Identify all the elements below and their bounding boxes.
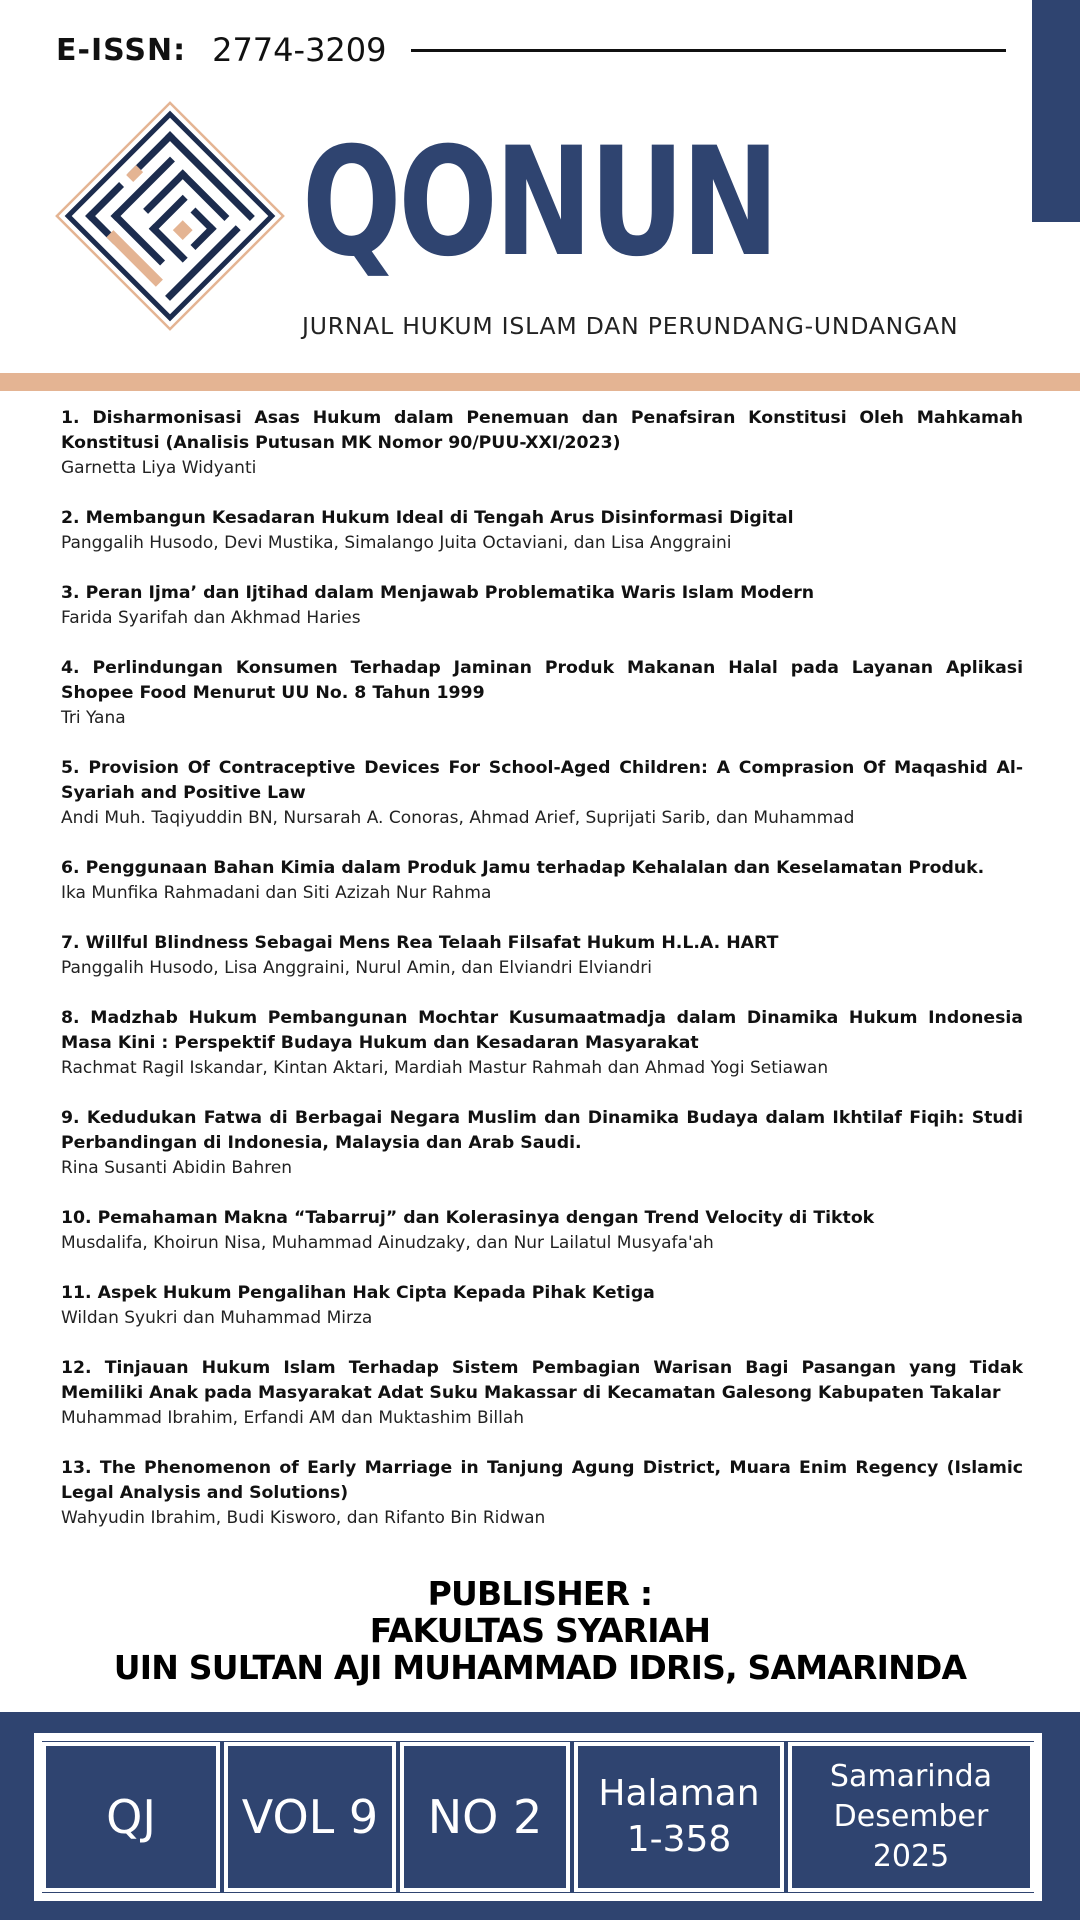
article-title: 7. Willful Blindness Sebagai Mens Rea Telaah Filsafat Hukum H.L.A. HART: [61, 933, 779, 953]
toc-item: [61, 931, 1023, 981]
issn-divider: [411, 49, 1007, 52]
journal-code-cell: [42, 1742, 220, 1892]
article-title: 2. Membangun Kesadaran Hukum Ideal di Tengah Arus Disinformasi Digital: [61, 508, 794, 528]
article-title: 13. The Phenomenon of Early Marriage in Tanjung Agung District, Muara Enim Regency (Islamic Legal Analysis and Solutions): [61, 1458, 1023, 1503]
publisher-faculty: FAKULTAS SYARIAH: [369, 1611, 711, 1650]
toc-item: [61, 1206, 1023, 1256]
city-label: Samarinda: [829, 1759, 993, 1794]
table-of-contents: [61, 406, 1023, 1556]
article-title: 4. Perlindungan Konsumen Terhadap Jaminan Produk Makanan Halal pada Layanan Aplikasi Shopee Food Menurut UU No. 8 Tahun 1999: [61, 658, 1023, 703]
journal-tagline: JURNAL HUKUM ISLAM DAN PERUNDANG-UNDANGAN: [302, 312, 959, 340]
article-authors: Wahyudin Ibrahim, Budi Kisworo, dan Rifanto Bin Ridwan: [61, 1508, 546, 1528]
article-authors: Panggalih Husodo, Lisa Anggraini, Nurul Amin, dan Elviandri Elviandri: [61, 958, 652, 978]
journal-code: QJ: [106, 1790, 156, 1844]
article-authors: Muhammad Ibrahim, Erfandi AM dan Muktashim Billah: [61, 1408, 525, 1428]
article-title: 11. Aspek Hukum Pengalihan Hak Cipta Kepada Pihak Ketiga: [61, 1283, 655, 1303]
article-authors: Rachmat Ragil Iskandar, Kintan Aktari, Mardiah Mastur Rahmah dan Ahmad Yogi Setiawan: [61, 1058, 829, 1078]
article-authors: Tri Yana: [61, 708, 126, 728]
city-date-cell: [788, 1742, 1034, 1892]
issue-info-footer: [0, 1712, 1080, 1920]
article-authors: Farida Syarifah dan Akhmad Haries: [61, 608, 361, 628]
publisher-block: [0, 1575, 1080, 1686]
article-authors: Wildan Syukri dan Muhammad Mirza: [61, 1308, 373, 1328]
toc-item: [61, 756, 1023, 831]
article-title: 1. Disharmonisasi Asas Hukum dalam Penemuan dan Penafsiran Konstitusi Oleh Mahkamah Konstitusi (Analisis Putusan MK Nomor 90/PUU-XXI/2023): [61, 408, 1023, 453]
toc-item: [61, 1356, 1023, 1431]
toc-item: [61, 656, 1023, 731]
volume-cell: [224, 1742, 396, 1892]
issue-date: Desember 2025: [833, 1799, 989, 1874]
number-label: NO 2: [427, 1790, 543, 1844]
publisher-university: UIN SULTAN AJI MUHAMMAD IDRIS, SAMARINDA: [113, 1648, 967, 1687]
pages-range: 1-358: [626, 1819, 732, 1860]
header-divider-band: [0, 373, 1080, 391]
toc-item: [61, 581, 1023, 631]
number-cell: [400, 1742, 570, 1892]
issn-row: [56, 28, 1006, 72]
article-title: 5. Provision Of Contraceptive Devices For School-Aged Children: A Comprasion Of Maqashid Al-Syariah and Positive Law: [61, 758, 1023, 803]
issn-value: 2774-3209: [212, 31, 387, 69]
journal-name: QONUN: [302, 116, 777, 290]
corner-accent-bar: [1032, 0, 1080, 222]
article-authors: Rina Susanti Abidin Bahren: [61, 1158, 293, 1178]
article-title: 8. Madzhab Hukum Pembangunan Mochtar Kusumaatmadja dalam Dinamika Hukum Indonesia Masa Kini : Perspektif Budaya Hukum dan Kesadaran Masyarakat: [61, 1008, 1023, 1053]
publisher-label: PUBLISHER :: [427, 1574, 653, 1613]
toc-item: [61, 856, 1023, 906]
article-authors: Musdalifa, Khoirun Nisa, Muhammad Ainudzaky, dan Nur Lailatul Musyafa'ah: [61, 1233, 714, 1253]
article-title: 12. Tinjauan Hukum Islam Terhadap Sistem Pembagian Warisan Bagi Pasangan yang Tidak Memiliki Anak pada Masyarakat Adat Suku Makassar di Kecamatan Galesong Kabupaten Takalar: [61, 1358, 1023, 1403]
toc-item: [61, 1456, 1023, 1531]
article-authors: Ika Munfika Rahmadani dan Siti Azizah Nur Rahma: [61, 883, 492, 903]
issn-label: E-ISSN:: [56, 32, 187, 68]
article-title: 9. Kedudukan Fatwa di Berbagai Negara Muslim dan Dinamika Budaya dalam Ikhtilaf Fiqih: Studi Perbandingan di Indonesia, Malaysia dan Arab Saudi.: [61, 1108, 1023, 1153]
article-authors: Panggalih Husodo, Devi Mustika, Simalango Juita Octaviani, dan Lisa Anggraini: [61, 533, 732, 553]
article-title: 6. Penggunaan Bahan Kimia dalam Produk Jamu terhadap Kehalalan dan Keselamatan Produk.: [61, 858, 985, 878]
pages-cell: [574, 1742, 784, 1892]
article-authors: Garnetta Liya Widyanti: [61, 458, 257, 478]
toc-item: [61, 406, 1023, 481]
journal-logo-icon: [52, 98, 288, 334]
article-title: 3. Peran Ijma’ dan Ijtihad dalam Menjawab Problematika Waris Islam Modern: [61, 583, 815, 603]
toc-item: [61, 1281, 1023, 1331]
article-authors: Andi Muh. Taqiyuddin BN, Nursarah A. Conoras, Ahmad Arief, Suprijati Sarib, dan Muhammad: [61, 808, 855, 828]
toc-item: [61, 1006, 1023, 1081]
article-title: 10. Pemahaman Makna “Tabarruj” dan Kolerasinya dengan Trend Velocity di Tiktok: [61, 1208, 875, 1228]
toc-item: [61, 506, 1023, 556]
volume-label: VOL 9: [241, 1790, 379, 1844]
toc-item: [61, 1106, 1023, 1181]
pages-label: Halaman: [598, 1773, 760, 1814]
